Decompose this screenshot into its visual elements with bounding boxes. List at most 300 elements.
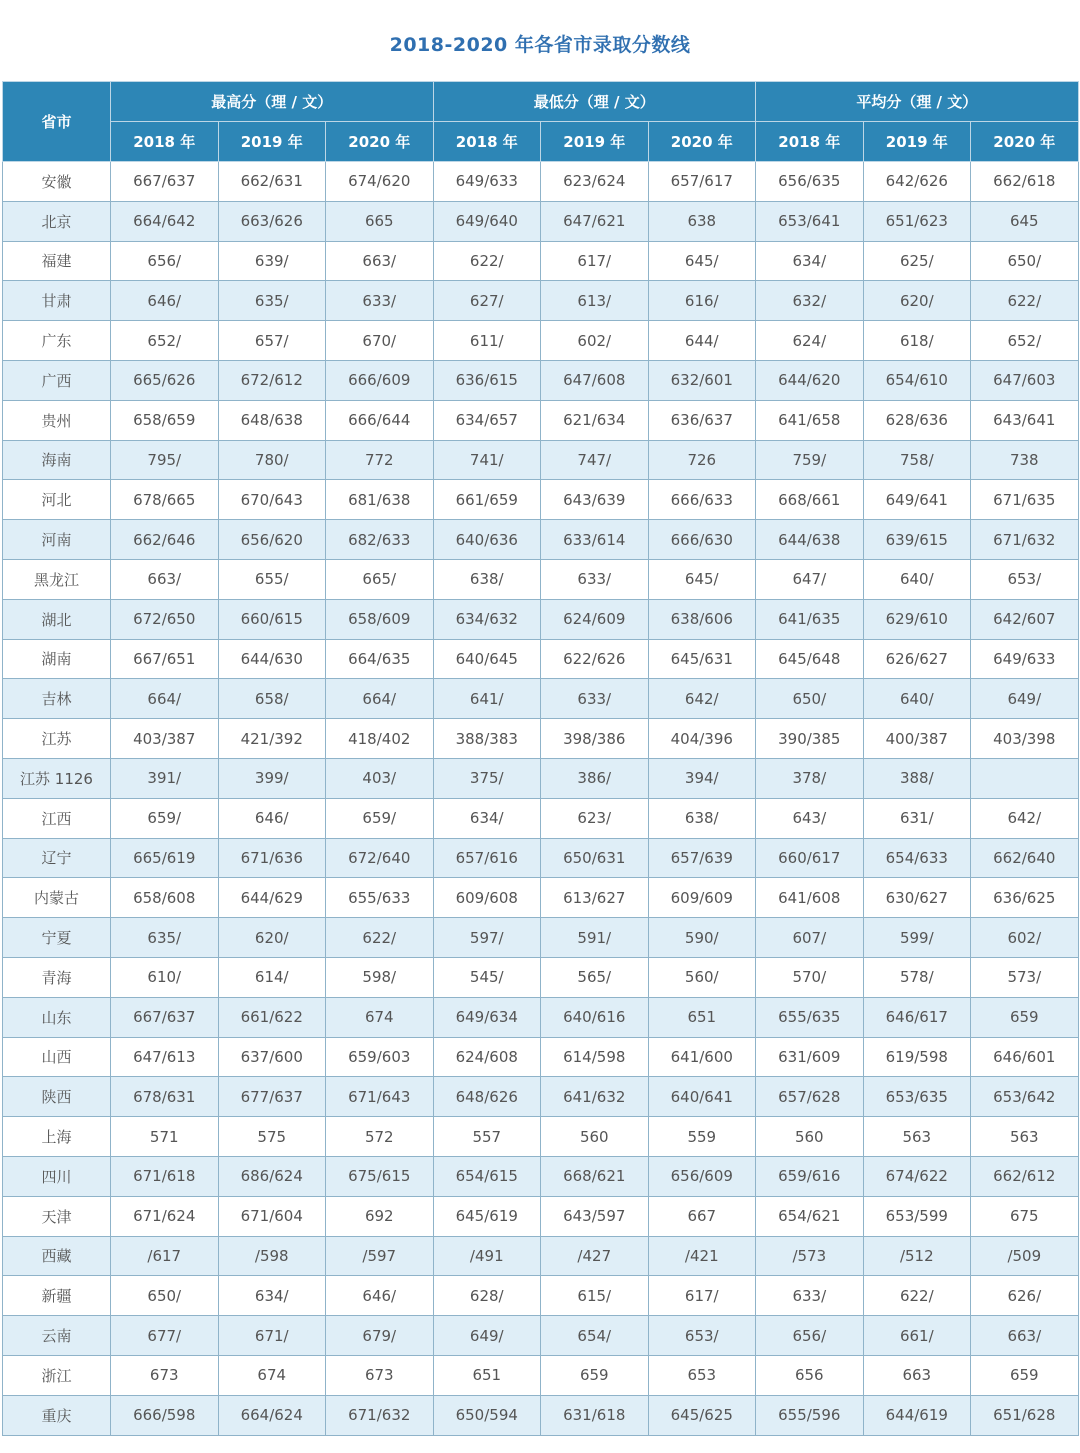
score-cell: 726: [648, 440, 756, 480]
score-cell: /509: [971, 1236, 1079, 1276]
score-cell: 649/633: [433, 162, 541, 202]
table-row: [3, 400, 1079, 440]
score-cell: 659: [971, 1355, 1079, 1395]
score-cell: 625/: [863, 241, 971, 281]
score-cell: 565/: [541, 957, 649, 997]
score-cell: 640/: [863, 559, 971, 599]
score-cell: 641/608: [756, 878, 864, 918]
table-row: [3, 997, 1079, 1037]
score-cell: 649/: [971, 679, 1079, 719]
score-cell: 679/: [326, 1316, 434, 1356]
table-row: [3, 480, 1079, 520]
score-cell: 656: [756, 1355, 864, 1395]
score-cell: 633/: [541, 559, 649, 599]
score-cell: 643/597: [541, 1196, 649, 1236]
score-cell: 639/: [218, 241, 326, 281]
score-cell: 675/615: [326, 1156, 434, 1196]
score-cell: 630/627: [863, 878, 971, 918]
score-cell: 614/: [218, 957, 326, 997]
province-cell: 重庆: [3, 1395, 111, 1435]
score-cell: 563: [863, 1117, 971, 1157]
score-cell: 390/385: [756, 719, 864, 759]
score-cell: 649/: [433, 1316, 541, 1356]
header-year: 2018 年: [111, 122, 219, 162]
score-cell: 686/624: [218, 1156, 326, 1196]
score-cell: 634/632: [433, 599, 541, 639]
score-cell: 653: [648, 1355, 756, 1395]
score-cell: 657/616: [433, 838, 541, 878]
score-cell: 647/: [756, 559, 864, 599]
score-cell: /617: [111, 1236, 219, 1276]
score-cell: 394/: [648, 758, 756, 798]
score-cell: 615/: [541, 1276, 649, 1316]
score-cell: 667/651: [111, 639, 219, 679]
score-cell: 644/: [648, 321, 756, 361]
score-cell: 641/635: [756, 599, 864, 639]
score-cell: 646/: [218, 798, 326, 838]
score-cell: 640/645: [433, 639, 541, 679]
score-cell: 656/609: [648, 1156, 756, 1196]
score-cell: 609/609: [648, 878, 756, 918]
score-cell: 664/635: [326, 639, 434, 679]
score-cell: 649/641: [863, 480, 971, 520]
score-cell: 660/617: [756, 838, 864, 878]
score-cell: 671/632: [326, 1395, 434, 1435]
score-cell: 628/: [433, 1276, 541, 1316]
province-cell: 贵州: [3, 400, 111, 440]
score-cell: 672/640: [326, 838, 434, 878]
score-cell: 647/608: [541, 360, 649, 400]
score-cell: 644/629: [218, 878, 326, 918]
score-cell: 653/635: [863, 1077, 971, 1117]
score-cell: 624/: [756, 321, 864, 361]
score-cell: 648/626: [433, 1077, 541, 1117]
table-row: [3, 838, 1079, 878]
table-body: [3, 162, 1079, 1436]
score-cell: 653/642: [971, 1077, 1079, 1117]
province-cell: 湖南: [3, 639, 111, 679]
score-cell: 559: [648, 1117, 756, 1157]
province-cell: 上海: [3, 1117, 111, 1157]
score-cell: 646/601: [971, 1037, 1079, 1077]
score-cell: 747/: [541, 440, 649, 480]
score-cell: 663/: [111, 559, 219, 599]
score-cell: 654/615: [433, 1156, 541, 1196]
score-cell: 635/: [111, 918, 219, 958]
score-cell: 633/: [326, 281, 434, 321]
header-group-avg: 平均分（理 / 文）: [756, 82, 1079, 122]
score-cell: 654/633: [863, 838, 971, 878]
score-cell: 795/: [111, 440, 219, 480]
score-cell: 599/: [863, 918, 971, 958]
score-cell: 659/616: [756, 1156, 864, 1196]
score-cell: 642/: [648, 679, 756, 719]
score-cell: 563: [971, 1117, 1079, 1157]
score-cell: 418/402: [326, 719, 434, 759]
province-cell: 天津: [3, 1196, 111, 1236]
score-cell: 780/: [218, 440, 326, 480]
score-cell: 624/609: [541, 599, 649, 639]
table-row: [3, 1156, 1079, 1196]
score-cell: 613/627: [541, 878, 649, 918]
score-table: [2, 81, 1079, 1436]
score-cell: 657/639: [648, 838, 756, 878]
score-cell: 638/: [648, 798, 756, 838]
score-cell: 664/: [326, 679, 434, 719]
score-cell: 666/630: [648, 520, 756, 560]
score-cell: 668/661: [756, 480, 864, 520]
score-cell: 671/643: [326, 1077, 434, 1117]
score-cell: 659/: [111, 798, 219, 838]
score-cell: 622/: [326, 918, 434, 958]
score-cell: 644/638: [756, 520, 864, 560]
score-cell: 741/: [433, 440, 541, 480]
score-cell: 642/626: [863, 162, 971, 202]
score-cell: 560: [756, 1117, 864, 1157]
province-cell: 山东: [3, 997, 111, 1037]
page-title: 2018-2020 年各省市录取分数线: [389, 34, 691, 56]
score-cell: 657/617: [648, 162, 756, 202]
header-year: 2020 年: [648, 122, 756, 162]
score-cell: 609/608: [433, 878, 541, 918]
score-cell: 670/: [326, 321, 434, 361]
table-row: [3, 719, 1079, 759]
score-cell: 663/626: [218, 201, 326, 241]
score-cell: 403/: [326, 758, 434, 798]
table-row: [3, 1395, 1079, 1435]
score-cell: 645/631: [648, 639, 756, 679]
province-cell: 广西: [3, 360, 111, 400]
score-cell: 647/621: [541, 201, 649, 241]
province-cell: 四川: [3, 1156, 111, 1196]
score-cell: 645/: [648, 241, 756, 281]
score-cell: 398/386: [541, 719, 649, 759]
score-cell: /573: [756, 1236, 864, 1276]
score-cell: 665: [326, 201, 434, 241]
score-cell: 651/623: [863, 201, 971, 241]
score-cell: 666/633: [648, 480, 756, 520]
score-cell: 661/622: [218, 997, 326, 1037]
score-cell: 602/: [971, 918, 1079, 958]
score-cell: 673: [326, 1355, 434, 1395]
score-cell: 662/640: [971, 838, 1079, 878]
score-cell: 634/: [433, 798, 541, 838]
table-row: [3, 440, 1079, 480]
score-cell: 670/643: [218, 480, 326, 520]
table-row: [3, 758, 1079, 798]
score-cell: 644/630: [218, 639, 326, 679]
score-cell: 620/: [863, 281, 971, 321]
province-cell: 吉林: [3, 679, 111, 719]
score-cell: 641/600: [648, 1037, 756, 1077]
score-cell: 672/612: [218, 360, 326, 400]
score-cell: 649/640: [433, 201, 541, 241]
province-cell: 内蒙古: [3, 878, 111, 918]
score-cell: 671/604: [218, 1196, 326, 1236]
score-cell: 622/626: [541, 639, 649, 679]
table-row: [3, 1037, 1079, 1077]
score-cell: 654/610: [863, 360, 971, 400]
score-cell: 557: [433, 1117, 541, 1157]
score-cell: 641/: [433, 679, 541, 719]
score-cell: 677/637: [218, 1077, 326, 1117]
table-row: [3, 599, 1079, 639]
score-cell: 647/603: [971, 360, 1079, 400]
score-cell: 663: [863, 1355, 971, 1395]
score-cell: 678/631: [111, 1077, 219, 1117]
score-cell: 613/: [541, 281, 649, 321]
score-cell: 575: [218, 1117, 326, 1157]
score-cell: 659: [971, 997, 1079, 1037]
score-cell: 653/599: [863, 1196, 971, 1236]
score-cell: 664/642: [111, 201, 219, 241]
score-cell: 560/: [648, 957, 756, 997]
score-cell: 659: [541, 1355, 649, 1395]
score-cell: 671/618: [111, 1156, 219, 1196]
score-cell: 673: [111, 1355, 219, 1395]
score-cell: 641/658: [756, 400, 864, 440]
score-cell: 772: [326, 440, 434, 480]
score-cell: 658/609: [326, 599, 434, 639]
score-cell: 653/641: [756, 201, 864, 241]
score-cell: 634/: [218, 1276, 326, 1316]
score-cell: 645/648: [756, 639, 864, 679]
score-cell: 635/: [218, 281, 326, 321]
score-cell: 674: [218, 1355, 326, 1395]
province-cell: 浙江: [3, 1355, 111, 1395]
score-cell: 666/609: [326, 360, 434, 400]
score-cell: 655/596: [756, 1395, 864, 1435]
province-cell: 青海: [3, 957, 111, 997]
score-cell: 657/628: [756, 1077, 864, 1117]
score-cell: 658/: [218, 679, 326, 719]
score-cell: 597/: [433, 918, 541, 958]
score-cell: 633/: [541, 679, 649, 719]
score-cell: 674: [326, 997, 434, 1037]
province-cell: 江苏: [3, 719, 111, 759]
score-cell: 645/: [648, 559, 756, 599]
score-cell: 636/615: [433, 360, 541, 400]
score-cell: 674/620: [326, 162, 434, 202]
score-cell: 646/: [111, 281, 219, 321]
score-cell: 570/: [756, 957, 864, 997]
province-cell: 安徽: [3, 162, 111, 202]
table-row: [3, 1316, 1079, 1356]
score-cell: 651: [433, 1355, 541, 1395]
score-cell: 666/598: [111, 1395, 219, 1435]
score-cell: 640/641: [648, 1077, 756, 1117]
table-row: [3, 957, 1079, 997]
table-row: [3, 1236, 1079, 1276]
score-cell: 624/608: [433, 1037, 541, 1077]
score-cell: 738: [971, 440, 1079, 480]
province-cell: 新疆: [3, 1276, 111, 1316]
score-cell: 545/: [433, 957, 541, 997]
score-cell: 626/627: [863, 639, 971, 679]
score-cell: 650/: [756, 679, 864, 719]
province-cell: 河南: [3, 520, 111, 560]
score-cell: 622/: [433, 241, 541, 281]
score-cell: /421: [648, 1236, 756, 1276]
province-cell: 河北: [3, 480, 111, 520]
score-cell: 659/603: [326, 1037, 434, 1077]
score-cell: 664/: [111, 679, 219, 719]
score-cell: 591/: [541, 918, 649, 958]
score-cell: 658/608: [111, 878, 219, 918]
score-cell: 602/: [541, 321, 649, 361]
score-cell: 650/: [971, 241, 1079, 281]
score-cell: 632/: [756, 281, 864, 321]
score-cell: 759/: [756, 440, 864, 480]
score-cell: 628/636: [863, 400, 971, 440]
table-row: [3, 1276, 1079, 1316]
score-cell: 639/615: [863, 520, 971, 560]
score-cell: 677/: [111, 1316, 219, 1356]
score-cell: 618/: [863, 321, 971, 361]
score-cell: 664/624: [218, 1395, 326, 1435]
score-cell: 655/633: [326, 878, 434, 918]
score-cell: 590/: [648, 918, 756, 958]
score-cell: 667/637: [111, 162, 219, 202]
score-cell: 656/: [111, 241, 219, 281]
score-cell: /512: [863, 1236, 971, 1276]
score-cell: /427: [541, 1236, 649, 1276]
score-cell: 645/619: [433, 1196, 541, 1236]
score-cell: 607/: [756, 918, 864, 958]
header-group-min: 最低分（理 / 文）: [433, 82, 756, 122]
score-cell: 619/598: [863, 1037, 971, 1077]
table-row: [3, 241, 1079, 281]
province-cell: 黑龙江: [3, 559, 111, 599]
province-cell: 山西: [3, 1037, 111, 1077]
score-cell: 671/624: [111, 1196, 219, 1236]
province-cell: 江西: [3, 798, 111, 838]
province-cell: 广东: [3, 321, 111, 361]
score-cell: 663/: [326, 241, 434, 281]
score-cell: 643/: [756, 798, 864, 838]
score-cell: 391/: [111, 758, 219, 798]
score-cell: 636/625: [971, 878, 1079, 918]
score-cell: 378/: [756, 758, 864, 798]
score-cell: 653/: [648, 1316, 756, 1356]
score-cell: 671/632: [971, 520, 1079, 560]
score-cell: 672/650: [111, 599, 219, 639]
province-cell: 宁夏: [3, 918, 111, 958]
score-cell: 623/624: [541, 162, 649, 202]
score-cell: 648/638: [218, 400, 326, 440]
score-cell: 647/613: [111, 1037, 219, 1077]
score-cell: 643/641: [971, 400, 1079, 440]
score-cell: 645: [971, 201, 1079, 241]
score-cell: 650/631: [541, 838, 649, 878]
header-year: 2018 年: [433, 122, 541, 162]
score-cell: 665/626: [111, 360, 219, 400]
score-cell: 674/622: [863, 1156, 971, 1196]
header-year: 2019 年: [218, 122, 326, 162]
score-cell: 627/: [433, 281, 541, 321]
province-cell: 陕西: [3, 1077, 111, 1117]
score-cell: 375/: [433, 758, 541, 798]
score-cell: 388/: [863, 758, 971, 798]
score-cell: 645/625: [648, 1395, 756, 1435]
table-row: [3, 1355, 1079, 1395]
score-cell: 651: [648, 997, 756, 1037]
score-cell: 649/634: [433, 997, 541, 1037]
header-year: 2018 年: [756, 122, 864, 162]
score-cell: 621/634: [541, 400, 649, 440]
province-cell: 江苏 1126: [3, 758, 111, 798]
score-cell: 660/615: [218, 599, 326, 639]
score-cell: 640/636: [433, 520, 541, 560]
score-cell: 616/: [648, 281, 756, 321]
score-cell: 646/: [326, 1276, 434, 1316]
header-group-max: 最高分（理 / 文）: [111, 82, 434, 122]
score-cell: 571: [111, 1117, 219, 1157]
header-year: 2020 年: [971, 122, 1079, 162]
score-cell: 631/609: [756, 1037, 864, 1077]
score-cell: 671/636: [218, 838, 326, 878]
header-province: 省市: [3, 82, 111, 162]
score-cell: 653/: [971, 559, 1079, 599]
province-cell: 云南: [3, 1316, 111, 1356]
table-row: [3, 1196, 1079, 1236]
score-cell: 629/610: [863, 599, 971, 639]
header-year: 2019 年: [541, 122, 649, 162]
score-cell: 675: [971, 1196, 1079, 1236]
score-cell: 634/: [756, 241, 864, 281]
score-cell: 560: [541, 1117, 649, 1157]
table-row: [3, 201, 1079, 241]
header-year: 2019 年: [863, 122, 971, 162]
score-cell: 649/633: [971, 639, 1079, 679]
score-cell: 681/638: [326, 480, 434, 520]
province-cell: 湖北: [3, 599, 111, 639]
score-cell: 421/392: [218, 719, 326, 759]
score-cell: 640/: [863, 679, 971, 719]
score-cell: 654/: [541, 1316, 649, 1356]
score-cell: 642/: [971, 798, 1079, 838]
score-cell: 403/387: [111, 719, 219, 759]
score-cell: 667/637: [111, 997, 219, 1037]
score-cell: 662/646: [111, 520, 219, 560]
score-cell: 614/598: [541, 1037, 649, 1077]
province-cell: 福建: [3, 241, 111, 281]
table-row: [3, 520, 1079, 560]
score-cell: 631/: [863, 798, 971, 838]
table-row: [3, 679, 1079, 719]
score-cell: 661/: [863, 1316, 971, 1356]
score-cell: 650/: [111, 1276, 219, 1316]
score-cell: 652/: [971, 321, 1079, 361]
score-cell: 633/: [756, 1276, 864, 1316]
score-cell: 638/606: [648, 599, 756, 639]
score-cell: 632/601: [648, 360, 756, 400]
score-cell: 657/: [218, 321, 326, 361]
score-cell: /598: [218, 1236, 326, 1276]
score-cell: 671/: [218, 1316, 326, 1356]
score-cell: 640/616: [541, 997, 649, 1037]
score-cell: 667: [648, 1196, 756, 1236]
score-cell: 626/: [971, 1276, 1079, 1316]
table-header: [3, 82, 1079, 162]
score-cell: 651/628: [971, 1395, 1079, 1435]
province-cell: 甘肃: [3, 281, 111, 321]
score-cell: 404/396: [648, 719, 756, 759]
table-row: [3, 918, 1079, 958]
table-row: [3, 360, 1079, 400]
score-cell: 633/614: [541, 520, 649, 560]
score-cell: 656/635: [756, 162, 864, 202]
